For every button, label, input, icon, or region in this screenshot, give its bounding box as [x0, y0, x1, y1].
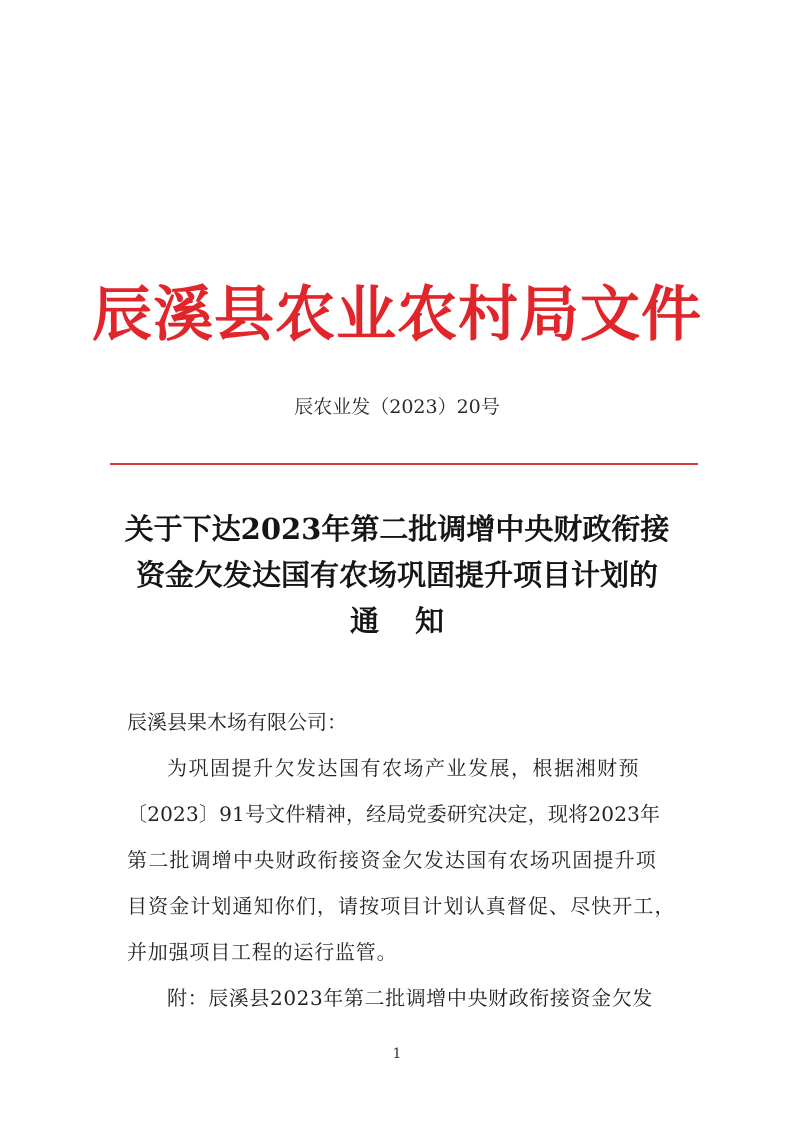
recipient-line: 辰溪县果木场有限公司： — [127, 710, 347, 734]
document-title-line-2: 资金欠发达国有农场巩固提升项目计划的 — [135, 558, 658, 592]
body-line-4: 目资金计划通知你们，请按项目计划认真督促、尽快开工， — [127, 894, 676, 918]
page-number: 1 — [392, 1046, 402, 1062]
body-line-2: 〔2023〕91号文件精神，经局党委研究决定，现将2023年 — [127, 802, 661, 826]
red-divider-line — [110, 463, 698, 465]
document-body — [127, 699, 689, 1021]
document-title-line-3: 通知 — [349, 604, 480, 638]
body-line-1: 为巩固提升欠发达国有农场产业发展，根据湘财预 — [167, 756, 640, 780]
document-title — [0, 506, 794, 644]
issuer-header-title: 辰溪县农业农村局文件 — [92, 280, 702, 350]
body-line-5: 并加强项目工程的运行监管。 — [127, 940, 398, 964]
document-number: 辰农业发（2023）20号 — [294, 396, 500, 418]
attachment-line: 附：辰溪县2023年第二批调增中央财政衔接资金欠发 — [167, 986, 653, 1010]
body-line-3: 第二批调增中央财政衔接资金欠发达国有农场巩固提升项 — [127, 848, 657, 872]
document-title-line-1: 关于下达2023年第二批调增中央财政衔接 — [124, 512, 670, 546]
